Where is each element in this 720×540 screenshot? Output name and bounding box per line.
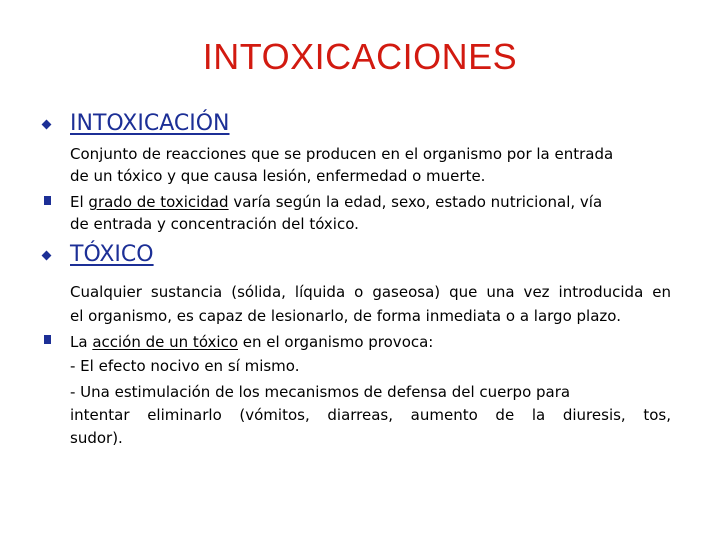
line-text: en el organismo provoca:: [238, 333, 434, 351]
diamond-bullet-icon: [42, 251, 52, 261]
definition-line: Cualquier sustancia (sólida, líquida o gaseosa) que una vez introducida en: [70, 283, 671, 301]
heading-toxico: TÓXICO: [70, 242, 154, 267]
slide-title: INTOXICACIONES: [202, 36, 518, 77]
definition-line: de un tóxico y que causa lesión, enfermedad o muerte.: [70, 167, 486, 185]
toxicity-line: [70, 191, 602, 213]
definition-line: el organismo, es capaz de lesionarlo, de forma inmediata o a largo plazo.: [70, 307, 621, 325]
toxicity-line: de entrada y concentración del tóxico.: [70, 215, 359, 233]
action-line: [70, 331, 433, 353]
underlined-term: acción de un tóxico: [92, 333, 238, 351]
effect-line: sudor).: [70, 429, 123, 447]
square-bullet-icon: [44, 335, 51, 344]
effect-line: - El efecto nocivo en sí mismo.: [70, 357, 300, 375]
effect-line: intentar eliminarlo (vómitos, diarreas, aumento de la diuresis, tos,: [70, 406, 671, 424]
underlined-term: grado de toxicidad: [88, 193, 229, 211]
definition-line: Conjunto de reacciones que se producen en el organismo por la entrada: [70, 145, 614, 163]
heading-intoxicacion: INTOXICACIÓN: [70, 111, 230, 136]
diamond-bullet-icon: [42, 120, 52, 130]
square-bullet-icon: [44, 196, 51, 205]
line-text: La: [70, 333, 93, 351]
line-text: varía según la edad, sexo, estado nutricional, vía: [228, 193, 603, 211]
line-text: El: [70, 193, 89, 211]
effect-line: - Una estimulación de los mecanismos de defensa del cuerpo para: [70, 383, 571, 401]
